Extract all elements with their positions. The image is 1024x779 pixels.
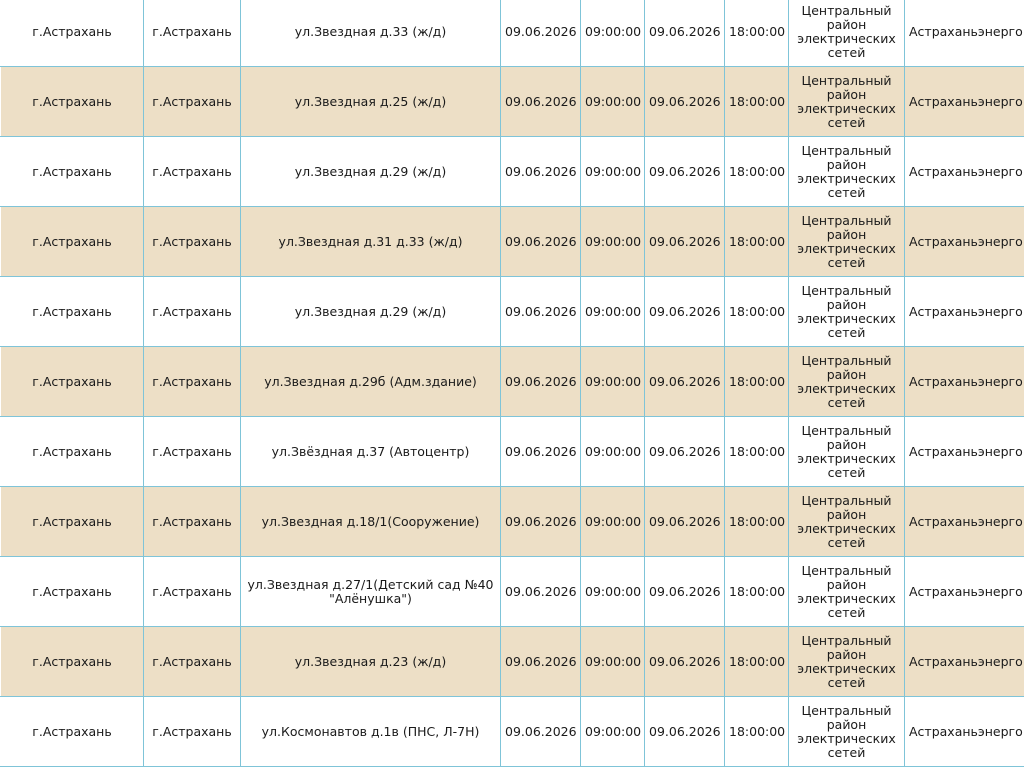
cell-region: г.Астрахань <box>1 487 144 557</box>
table-body <box>1 0 1024 767</box>
cell-region: г.Астрахань <box>1 417 144 487</box>
cell-locality: г.Астрахань <box>144 67 241 137</box>
cell-region: г.Астрахань <box>1 67 144 137</box>
cell-start-time: 09:00:00 <box>581 137 645 207</box>
table-row <box>1 557 1024 627</box>
cell-company: Астраханьэнерго <box>905 697 1024 767</box>
cell-region: г.Астрахань <box>1 207 144 277</box>
cell-address: ул.Звёздная д.37 (Автоцентр) <box>241 417 501 487</box>
cell-region: г.Астрахань <box>1 347 144 417</box>
cell-end-date: 09.06.2026 <box>645 627 725 697</box>
cell-district: Центральный район электрических сетей <box>789 137 905 207</box>
cell-company: Астраханьэнерго <box>905 67 1024 137</box>
cell-start-date: 09.06.2026 <box>501 0 581 67</box>
cell-start-time: 09:00:00 <box>581 347 645 417</box>
cell-company: Астраханьэнерго <box>905 207 1024 277</box>
cell-start-date: 09.06.2026 <box>501 627 581 697</box>
cell-end-time: 18:00:00 <box>725 417 789 487</box>
cell-district: Центральный район электрических сетей <box>789 627 905 697</box>
cell-address: ул.Звездная д.29 (ж/д) <box>241 137 501 207</box>
cell-region: г.Астрахань <box>1 557 144 627</box>
cell-end-date: 09.06.2026 <box>645 557 725 627</box>
cell-end-time: 18:00:00 <box>725 487 789 557</box>
cell-region: г.Астрахань <box>1 137 144 207</box>
cell-end-time: 18:00:00 <box>725 277 789 347</box>
cell-district: Центральный район электрических сетей <box>789 207 905 277</box>
cell-start-date: 09.06.2026 <box>501 137 581 207</box>
cell-start-date: 09.06.2026 <box>501 67 581 137</box>
cell-start-date: 09.06.2026 <box>501 347 581 417</box>
cell-start-time: 09:00:00 <box>581 207 645 277</box>
cell-end-time: 18:00:00 <box>725 207 789 277</box>
cell-region: г.Астрахань <box>1 697 144 767</box>
cell-district: Центральный район электрических сетей <box>789 557 905 627</box>
cell-start-time: 09:00:00 <box>581 697 645 767</box>
cell-locality: г.Астрахань <box>144 417 241 487</box>
cell-address: ул.Звездная д.29б (Адм.здание) <box>241 347 501 417</box>
cell-end-time: 18:00:00 <box>725 557 789 627</box>
cell-end-time: 18:00:00 <box>725 0 789 67</box>
cell-start-time: 09:00:00 <box>581 277 645 347</box>
cell-address: ул.Звездная д.27/1(Детский сад №40 "Алёнушка") <box>241 557 501 627</box>
table-row <box>1 417 1024 487</box>
cell-start-time: 09:00:00 <box>581 417 645 487</box>
cell-start-time: 09:00:00 <box>581 557 645 627</box>
cell-district: Центральный район электрических сетей <box>789 0 905 67</box>
cell-end-time: 18:00:00 <box>725 347 789 417</box>
cell-company: Астраханьэнерго <box>905 417 1024 487</box>
cell-company: Астраханьэнерго <box>905 627 1024 697</box>
cell-start-date: 09.06.2026 <box>501 417 581 487</box>
cell-address: ул.Звездная д.18/1(Сооружение) <box>241 487 501 557</box>
cell-address: ул.Звездная д.25 (ж/д) <box>241 67 501 137</box>
table-row <box>1 347 1024 417</box>
cell-start-time: 09:00:00 <box>581 67 645 137</box>
cell-district: Центральный район электрических сетей <box>789 347 905 417</box>
cell-locality: г.Астрахань <box>144 207 241 277</box>
cell-end-date: 09.06.2026 <box>645 0 725 67</box>
cell-start-time: 09:00:00 <box>581 0 645 67</box>
cell-region: г.Астрахань <box>1 277 144 347</box>
cell-end-date: 09.06.2026 <box>645 347 725 417</box>
cell-region: г.Астрахань <box>1 0 144 67</box>
cell-end-date: 09.06.2026 <box>645 137 725 207</box>
cell-end-time: 18:00:00 <box>725 137 789 207</box>
cell-end-time: 18:00:00 <box>725 697 789 767</box>
table-row <box>1 487 1024 557</box>
cell-end-date: 09.06.2026 <box>645 67 725 137</box>
cell-end-date: 09.06.2026 <box>645 207 725 277</box>
cell-district: Центральный район электрических сетей <box>789 417 905 487</box>
cell-region: г.Астрахань <box>1 627 144 697</box>
table-row <box>1 627 1024 697</box>
cell-address: ул.Звездная д.31 д.33 (ж/д) <box>241 207 501 277</box>
cell-end-date: 09.06.2026 <box>645 277 725 347</box>
cell-locality: г.Астрахань <box>144 277 241 347</box>
cell-locality: г.Астрахань <box>144 557 241 627</box>
cell-locality: г.Астрахань <box>144 137 241 207</box>
cell-end-time: 18:00:00 <box>725 627 789 697</box>
cell-locality: г.Астрахань <box>144 347 241 417</box>
cell-end-time: 18:00:00 <box>725 67 789 137</box>
cell-end-date: 09.06.2026 <box>645 417 725 487</box>
cell-company: Астраханьэнерго <box>905 347 1024 417</box>
cell-district: Центральный район электрических сетей <box>789 487 905 557</box>
cell-company: Астраханьэнерго <box>905 0 1024 67</box>
table-row <box>1 277 1024 347</box>
cell-address: ул.Звездная д.33 (ж/д) <box>241 0 501 67</box>
cell-company: Астраханьэнерго <box>905 277 1024 347</box>
cell-end-date: 09.06.2026 <box>645 487 725 557</box>
table-row <box>1 207 1024 277</box>
table-row <box>1 0 1024 67</box>
table-row <box>1 137 1024 207</box>
cell-start-date: 09.06.2026 <box>501 487 581 557</box>
cell-end-date: 09.06.2026 <box>645 697 725 767</box>
cell-start-time: 09:00:00 <box>581 487 645 557</box>
table-row <box>1 697 1024 767</box>
cell-locality: г.Астрахань <box>144 627 241 697</box>
cell-address: ул.Звездная д.23 (ж/д) <box>241 627 501 697</box>
cell-locality: г.Астрахань <box>144 697 241 767</box>
cell-district: Центральный район электрических сетей <box>789 67 905 137</box>
cell-start-date: 09.06.2026 <box>501 697 581 767</box>
cell-locality: г.Астрахань <box>144 0 241 67</box>
cell-company: Астраханьэнерго <box>905 487 1024 557</box>
cell-start-time: 09:00:00 <box>581 627 645 697</box>
cell-district: Центральный район электрических сетей <box>789 277 905 347</box>
cell-start-date: 09.06.2026 <box>501 207 581 277</box>
cell-address: ул.Космонавтов д.1в (ПНС, Л-7Н) <box>241 697 501 767</box>
cell-address: ул.Звездная д.29 (ж/д) <box>241 277 501 347</box>
cell-start-date: 09.06.2026 <box>501 557 581 627</box>
cell-district: Центральный район электрических сетей <box>789 697 905 767</box>
table-row <box>1 67 1024 137</box>
cell-company: Астраханьэнерго <box>905 557 1024 627</box>
cell-start-date: 09.06.2026 <box>501 277 581 347</box>
cell-locality: г.Астрахань <box>144 487 241 557</box>
cell-company: Астраханьэнерго <box>905 137 1024 207</box>
